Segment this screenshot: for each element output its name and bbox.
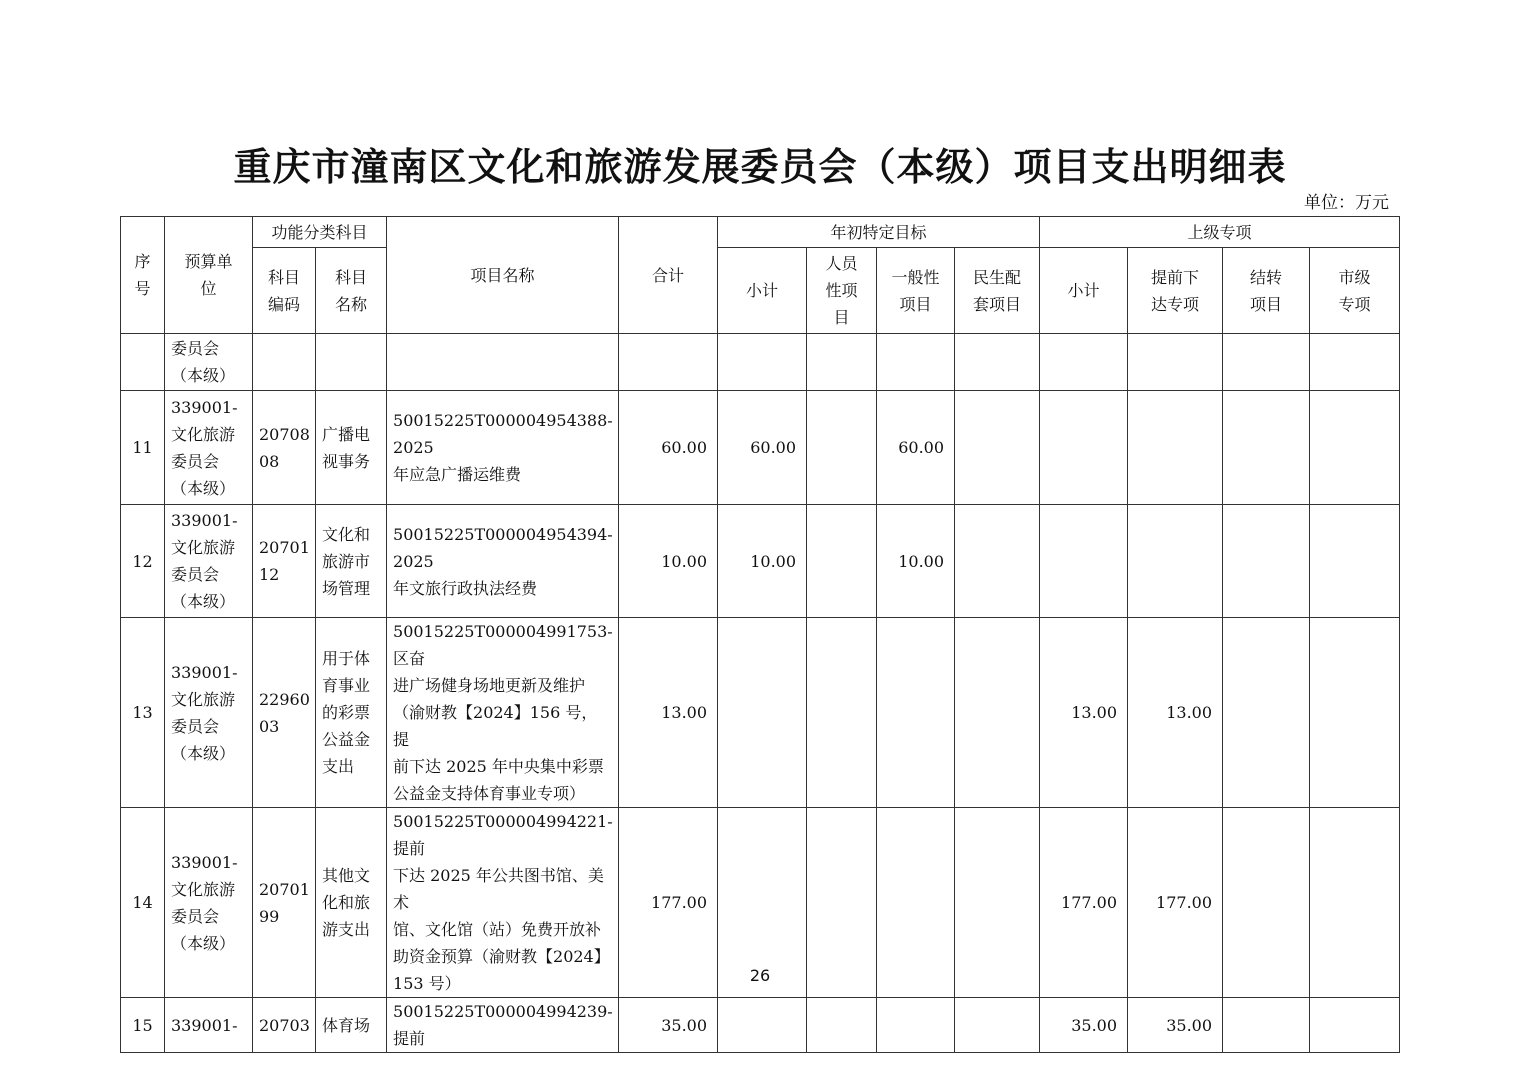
header-annual-group: 年初特定目标 <box>718 217 1040 248</box>
cell-code: 20708 08 <box>253 391 316 505</box>
cell-code: 20703 <box>253 998 316 1053</box>
cell-general <box>877 618 955 808</box>
cell-livelihood <box>955 391 1040 505</box>
cell-carryover <box>1223 334 1310 391</box>
cell-seq: 14 <box>121 808 165 998</box>
header-total: 合计 <box>619 217 718 334</box>
cell-sub2 <box>1040 505 1128 618</box>
cell-sub2 <box>1040 391 1128 505</box>
table-row <box>121 998 1400 1053</box>
header-personnel: 人员 性项 目 <box>807 248 877 334</box>
table-row <box>121 618 1400 808</box>
cell-city <box>1310 998 1400 1053</box>
page-number: 26 <box>749 966 771 985</box>
header-unit: 预算单 位 <box>165 217 253 334</box>
cell-carryover <box>1223 391 1310 505</box>
cell-name: 文化和 旅游市 场管理 <box>316 505 387 618</box>
header-project: 项目名称 <box>387 217 619 334</box>
cell-advance <box>1128 334 1223 391</box>
header-code: 科目 编码 <box>253 248 316 334</box>
cell-sub1 <box>718 334 807 391</box>
cell-general: 10.00 <box>877 505 955 618</box>
header-name: 科目 名称 <box>316 248 387 334</box>
cell-sub1: 10.00 <box>718 505 807 618</box>
header-city: 市级 专项 <box>1310 248 1400 334</box>
cell-total: 13.00 <box>619 618 718 808</box>
cell-personnel <box>807 391 877 505</box>
cell-seq: 13 <box>121 618 165 808</box>
cell-city <box>1310 618 1400 808</box>
cell-sub2: 177.00 <box>1040 808 1128 998</box>
header-subtotal1: 小计 <box>718 248 807 334</box>
cell-carryover <box>1223 505 1310 618</box>
cell-project: 50015225T000004991753-区奋 进广场健身场地更新及维护 （渝财教【2024】156 号，提 前下达 2025 年中央集中彩票 公益金支持体育事业专项） <box>387 618 619 808</box>
cell-code <box>253 334 316 391</box>
cell-name: 体育场 <box>316 998 387 1053</box>
cell-unit: 339001- 文化旅游 委员会 （本级） <box>165 808 253 998</box>
cell-city <box>1310 505 1400 618</box>
cell-unit: 339001- 文化旅游 委员会 （本级） <box>165 505 253 618</box>
cell-sub2: 35.00 <box>1040 998 1128 1053</box>
cell-project: 50015225T000004994221-提前 下达 2025 年公共图书馆、美术 馆、文化馆（站）免费开放补 助资金预算（渝财教【2024】 153 号） <box>387 808 619 998</box>
cell-advance <box>1128 505 1223 618</box>
cell-general: 60.00 <box>877 391 955 505</box>
cell-project: 50015225T000004954388-2025 年应急广播运维费 <box>387 391 619 505</box>
cell-livelihood <box>955 998 1040 1053</box>
cell-seq: 11 <box>121 391 165 505</box>
cell-advance: 13.00 <box>1128 618 1223 808</box>
cell-total: 60.00 <box>619 391 718 505</box>
cell-total <box>619 334 718 391</box>
cell-sub2 <box>1040 334 1128 391</box>
unit-label: 单位：万元 <box>1304 193 1389 213</box>
cell-seq: 15 <box>121 998 165 1053</box>
cell-code: 20701 12 <box>253 505 316 618</box>
cell-carryover <box>1223 998 1310 1053</box>
cell-sub2: 13.00 <box>1040 618 1128 808</box>
cell-name: 用于体 育事业 的彩票 公益金 支出 <box>316 618 387 808</box>
cell-sub1 <box>718 618 807 808</box>
cell-city <box>1310 334 1400 391</box>
cell-livelihood <box>955 334 1040 391</box>
cell-unit: 339001- 文化旅游 委员会 （本级） <box>165 391 253 505</box>
table-row <box>121 505 1400 618</box>
cell-general <box>877 998 955 1053</box>
cell-sub1 <box>718 998 807 1053</box>
cell-project <box>387 334 619 391</box>
header-func-group: 功能分类科目 <box>253 217 387 248</box>
cell-name <box>316 334 387 391</box>
table-row <box>121 391 1400 505</box>
cell-seq <box>121 334 165 391</box>
cell-personnel <box>807 998 877 1053</box>
table-body <box>121 334 1400 1053</box>
cell-total: 177.00 <box>619 808 718 998</box>
cell-personnel <box>807 505 877 618</box>
cell-personnel <box>807 334 877 391</box>
header-advance: 提前下 达专项 <box>1128 248 1223 334</box>
header-subtotal2: 小计 <box>1040 248 1128 334</box>
cell-name: 广播电 视事务 <box>316 391 387 505</box>
header-livelihood: 民生配 套项目 <box>955 248 1040 334</box>
header-general: 一般性 项目 <box>877 248 955 334</box>
expenditure-table <box>120 216 1400 1053</box>
cell-project: 50015225T000004954394-2025 年文旅行政执法经费 <box>387 505 619 618</box>
table-row <box>121 334 1400 391</box>
header-seq: 序 号 <box>121 217 165 334</box>
cell-unit: 339001- <box>165 998 253 1053</box>
cell-unit: 339001- 文化旅游 委员会 （本级） <box>165 618 253 808</box>
cell-total: 10.00 <box>619 505 718 618</box>
page-title: 重庆市潼南区文化和旅游发展委员会（本级）项目支出明细表 <box>233 145 1287 189</box>
cell-livelihood <box>955 618 1040 808</box>
cell-personnel <box>807 618 877 808</box>
cell-unit: 委员会 （本级） <box>165 334 253 391</box>
cell-code: 22960 03 <box>253 618 316 808</box>
cell-livelihood <box>955 505 1040 618</box>
cell-city <box>1310 391 1400 505</box>
cell-general <box>877 334 955 391</box>
cell-total: 35.00 <box>619 998 718 1053</box>
cell-name: 其他文 化和旅 游支出 <box>316 808 387 998</box>
cell-sub1: 60.00 <box>718 391 807 505</box>
cell-seq: 12 <box>121 505 165 618</box>
header-carryover: 结转 项目 <box>1223 248 1310 334</box>
header-upper-group: 上级专项 <box>1040 217 1400 248</box>
cell-advance: 35.00 <box>1128 998 1223 1053</box>
cell-advance <box>1128 391 1223 505</box>
cell-project: 50015225T000004994239-提前 <box>387 998 619 1053</box>
cell-advance: 177.00 <box>1128 808 1223 998</box>
cell-code: 20701 99 <box>253 808 316 998</box>
cell-carryover <box>1223 618 1310 808</box>
